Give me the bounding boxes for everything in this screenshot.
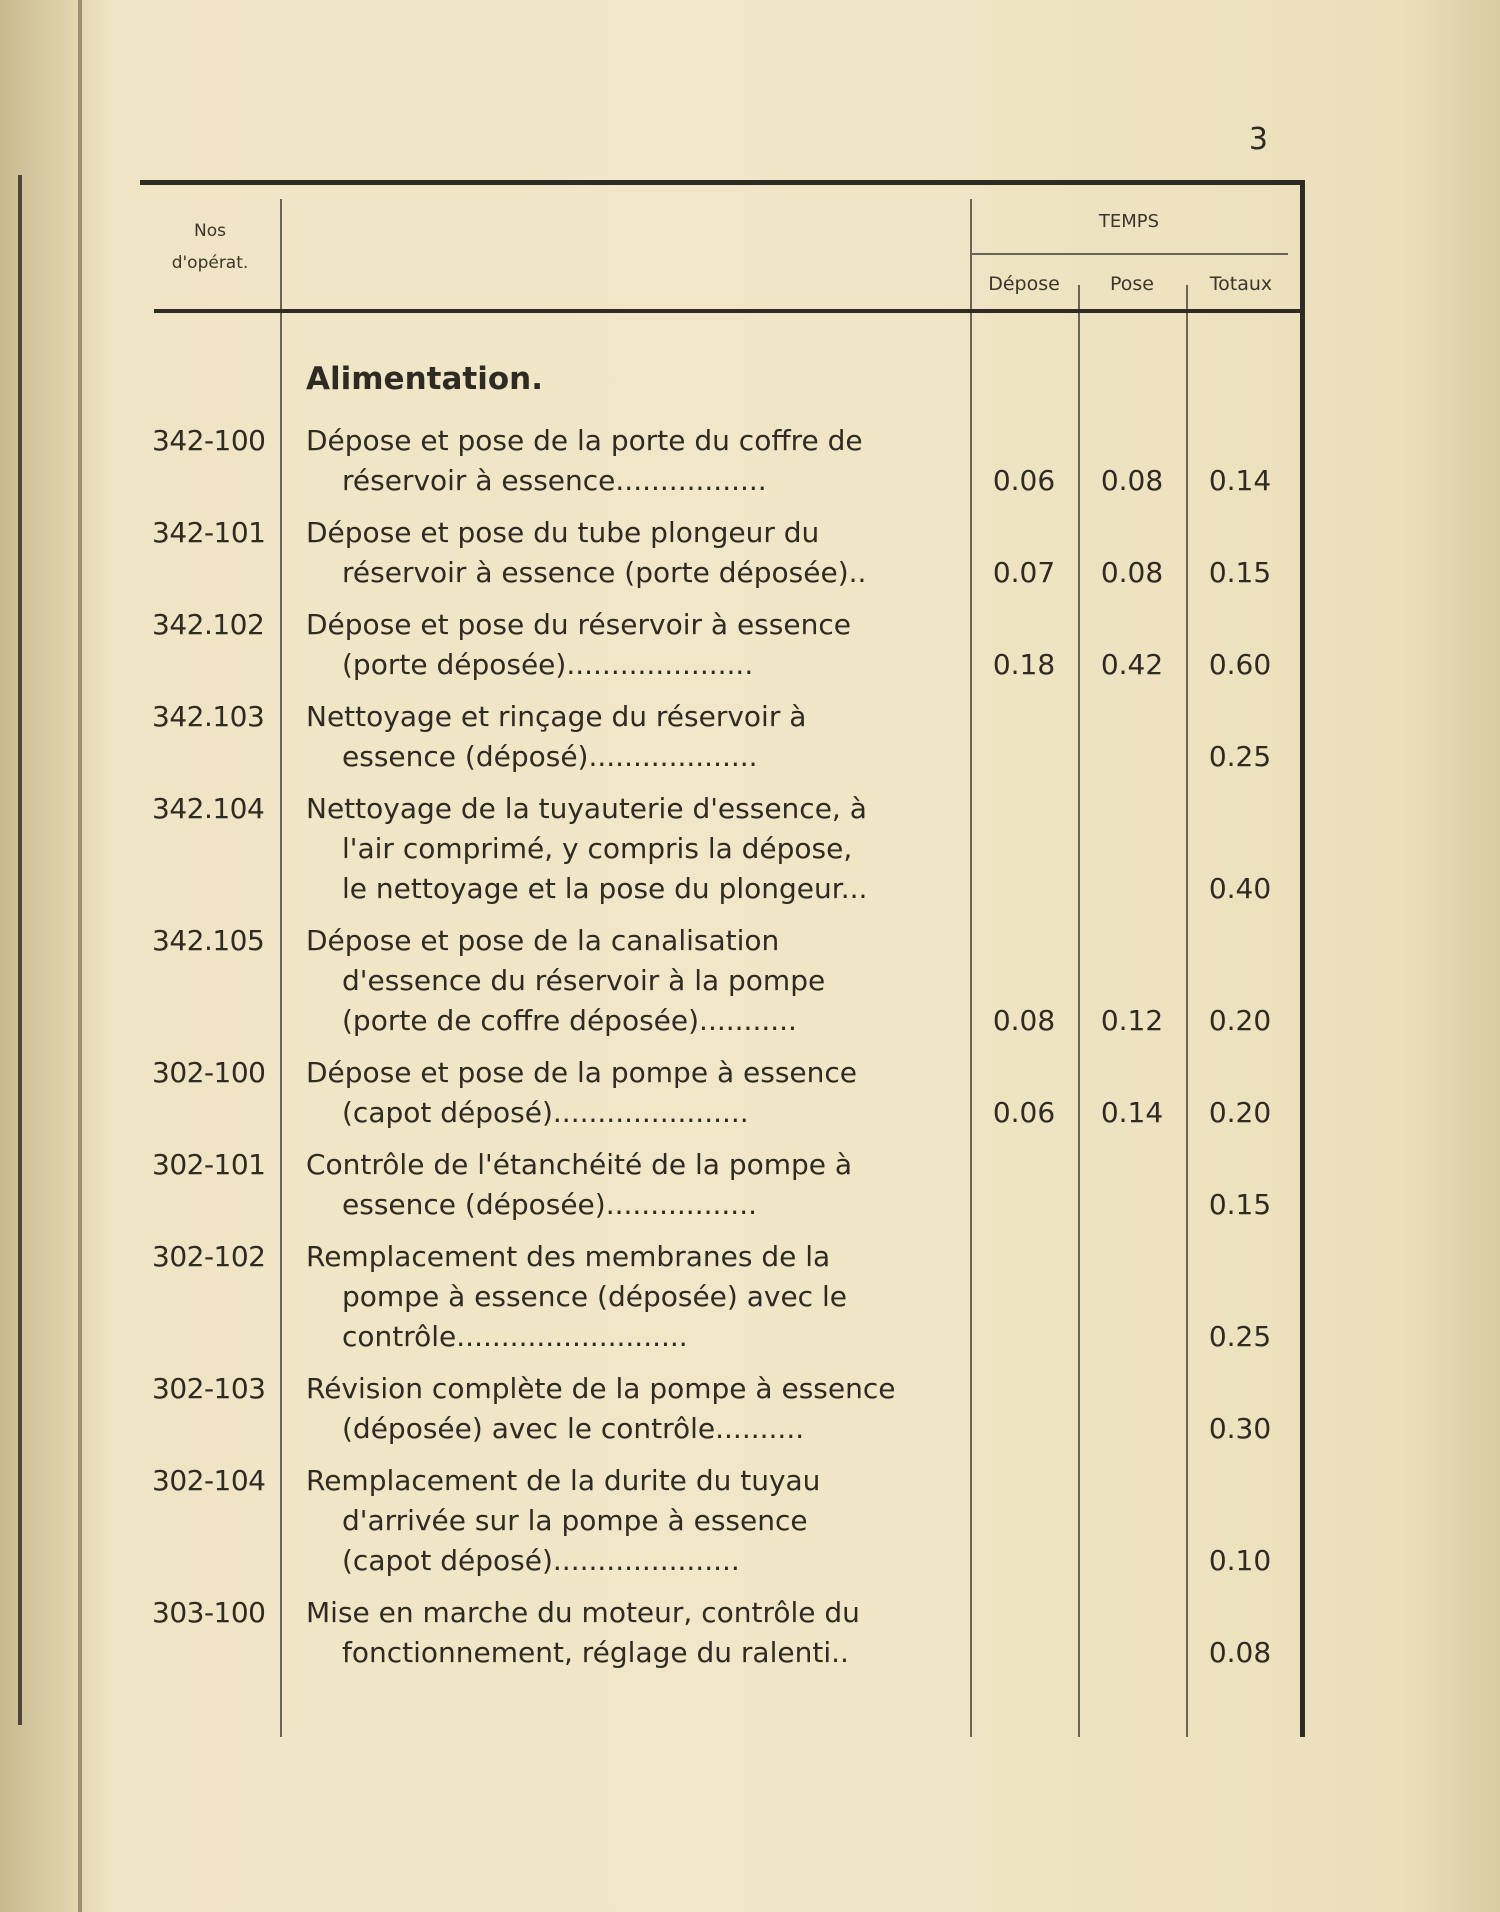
table-row (140, 1053, 1300, 1133)
header-num-line1: Nos (194, 221, 226, 241)
operation-description (306, 789, 954, 909)
operation-description (306, 1461, 954, 1581)
description-line: (capot déposé)..................... (342, 1544, 740, 1577)
time-pose: 0.12 (1100, 1004, 1164, 1037)
header-num-line2: d'opérat. (171, 253, 249, 273)
description-line: Révision complète de la pompe à essence (306, 1372, 896, 1405)
header-totaux: Totaux (1209, 273, 1273, 295)
table-row (140, 1237, 1300, 1357)
description-line: réservoir à essence................. (342, 464, 767, 497)
time-totaux: 0.08 (1208, 1636, 1272, 1669)
time-totaux: 0.14 (1208, 464, 1272, 497)
time-totaux: 0.20 (1208, 1096, 1272, 1129)
operation-number: 342.104 (152, 792, 265, 825)
description-line: réservoir à essence (porte déposée).. (342, 556, 867, 589)
operation-description (306, 513, 954, 593)
time-totaux: 0.60 (1208, 648, 1272, 681)
description-line: Dépose et pose de la porte du coffre de (306, 424, 863, 457)
table-row (140, 1461, 1300, 1581)
time-totaux: 0.20 (1208, 1004, 1272, 1037)
operation-number: 302-103 (152, 1372, 266, 1405)
previous-page-edge (18, 175, 22, 1725)
table-row (140, 513, 1300, 593)
table-row (140, 1369, 1300, 1449)
operations-table (140, 180, 1305, 1737)
description-line: Contrôle de l'étanchéité de la pompe à (306, 1148, 853, 1181)
header-rule (154, 309, 1300, 313)
table-row (140, 789, 1300, 909)
time-totaux: 0.15 (1208, 1188, 1272, 1221)
time-totaux: 0.25 (1208, 740, 1272, 773)
operation-number: 302-102 (152, 1240, 266, 1273)
operation-number: 303-100 (152, 1596, 266, 1629)
time-pose: 0.08 (1100, 556, 1164, 589)
description-line: d'arrivée sur la pompe à essence (342, 1504, 808, 1537)
description-line: Dépose et pose du réservoir à essence (306, 608, 851, 641)
operation-number: 342.102 (152, 608, 265, 641)
page-number: 3 (1248, 122, 1268, 157)
operation-description (306, 1145, 954, 1225)
description-line: (capot déposé)...................... (342, 1096, 749, 1129)
description-line: Mise en marche du moteur, contrôle du (306, 1596, 860, 1629)
description-line: Remplacement des membranes de la (306, 1240, 831, 1273)
operation-description (306, 921, 954, 1041)
time-depose: 0.07 (992, 556, 1056, 589)
time-totaux: 0.30 (1208, 1412, 1272, 1445)
operation-number: 342-100 (152, 424, 266, 457)
table-row (140, 1593, 1300, 1673)
description-line: fonctionnement, réglage du ralenti.. (342, 1636, 849, 1669)
description-line: Remplacement de la durite du tuyau (306, 1464, 821, 1497)
table-row (140, 697, 1300, 777)
operation-number: 302-100 (152, 1056, 266, 1089)
time-depose: 0.06 (992, 464, 1056, 497)
header-operation-number (140, 215, 280, 279)
description-line: essence (déposé)................... (342, 740, 758, 773)
time-totaux: 0.40 (1208, 872, 1272, 905)
description-line: essence (déposée)................. (342, 1188, 757, 1221)
binding-fold (78, 0, 82, 1912)
header-temps: TEMPS (1098, 211, 1160, 232)
time-totaux: 0.15 (1208, 556, 1272, 589)
header-depose: Dépose (988, 273, 1060, 295)
operation-number: 342.103 (152, 700, 265, 733)
operation-number: 342-101 (152, 516, 266, 549)
operation-description (306, 1053, 954, 1133)
description-line: contrôle.......................... (342, 1320, 688, 1353)
time-depose: 0.06 (992, 1096, 1056, 1129)
time-pose: 0.14 (1100, 1096, 1164, 1129)
time-pose: 0.42 (1100, 648, 1164, 681)
header-pose: Pose (1110, 273, 1154, 295)
description-line: l'air comprimé, y compris la dépose, (342, 832, 853, 865)
description-line: Nettoyage et rinçage du réservoir à (306, 700, 807, 733)
operation-number: 302-101 (152, 1148, 266, 1181)
temps-underline (970, 253, 1288, 255)
table-row (140, 1145, 1300, 1225)
time-pose: 0.08 (1100, 464, 1164, 497)
description-line: Dépose et pose de la pompe à essence (306, 1056, 858, 1089)
description-line: (porte déposée)..................... (342, 648, 754, 681)
description-line: pompe à essence (déposée) avec le (342, 1280, 847, 1313)
table-row (140, 921, 1300, 1041)
operation-number: 342.105 (152, 924, 265, 957)
time-depose: 0.18 (992, 648, 1056, 681)
description-line: (porte de coffre déposée)........... (342, 1004, 797, 1037)
time-totaux: 0.25 (1208, 1320, 1272, 1353)
description-line: Nettoyage de la tuyauterie d'essence, à (306, 792, 867, 825)
table-row (140, 421, 1300, 501)
description-line: Dépose et pose de la canalisation (306, 924, 780, 957)
description-line: Dépose et pose du tube plongeur du (306, 516, 820, 549)
description-line: d'essence du réservoir à la pompe (342, 964, 826, 997)
operation-description (306, 1237, 954, 1357)
time-totaux: 0.10 (1208, 1544, 1272, 1577)
table-row (140, 605, 1300, 685)
operation-description (306, 605, 954, 685)
description-line: le nettoyage et la pose du plongeur... (342, 872, 868, 905)
operation-description (306, 421, 954, 501)
operation-description (306, 697, 954, 777)
operation-description (306, 1593, 954, 1673)
operation-description (306, 1369, 954, 1449)
description-line: (déposée) avec le contrôle.......... (342, 1412, 805, 1445)
section-title: Alimentation. (306, 361, 543, 397)
time-depose: 0.08 (992, 1004, 1056, 1037)
operation-number: 302-104 (152, 1464, 266, 1497)
